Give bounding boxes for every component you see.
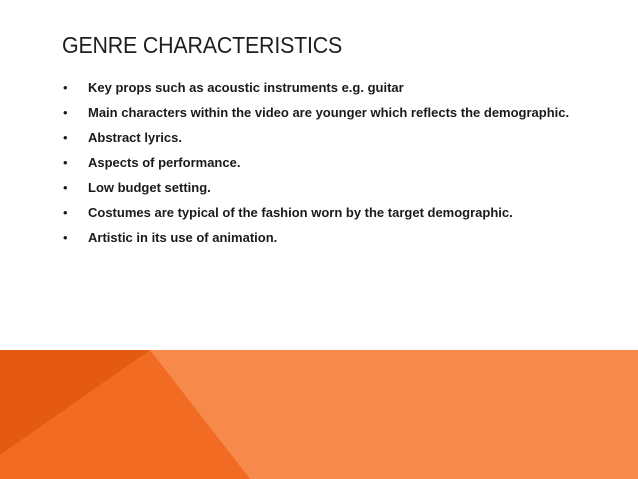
bullet-icon: • (63, 130, 68, 145)
bullet-icon: • (63, 80, 68, 95)
list-item (62, 180, 582, 196)
decorative-orange-band (0, 350, 638, 479)
list-item (62, 230, 582, 246)
slide-title: GENRE CHARACTERISTICS (62, 32, 343, 58)
list-item (62, 155, 582, 171)
bullet-text: Artistic in its use of animation. (88, 230, 278, 245)
list-item (62, 205, 582, 221)
bullet-icon: • (63, 155, 68, 170)
bullet-icon: • (63, 205, 68, 220)
bullet-icon: • (63, 230, 68, 245)
list-item (62, 80, 582, 96)
bullet-text: Low budget setting. (88, 180, 211, 195)
bullet-icon: • (63, 180, 68, 195)
bullet-text: Abstract lyrics. (88, 130, 182, 145)
bullet-text: Main characters within the video are younger which reflects the demographic. (88, 105, 570, 120)
list-item (62, 105, 582, 121)
bullet-text: Costumes are typical of the fashion worn by the target demographic. (88, 205, 513, 220)
bullet-icon: • (63, 105, 68, 120)
bullet-list (62, 80, 582, 255)
bullet-text: Key props such as acoustic instruments e.g. guitar (88, 80, 404, 95)
bullet-text: Aspects of performance. (88, 155, 241, 170)
list-item (62, 130, 582, 146)
